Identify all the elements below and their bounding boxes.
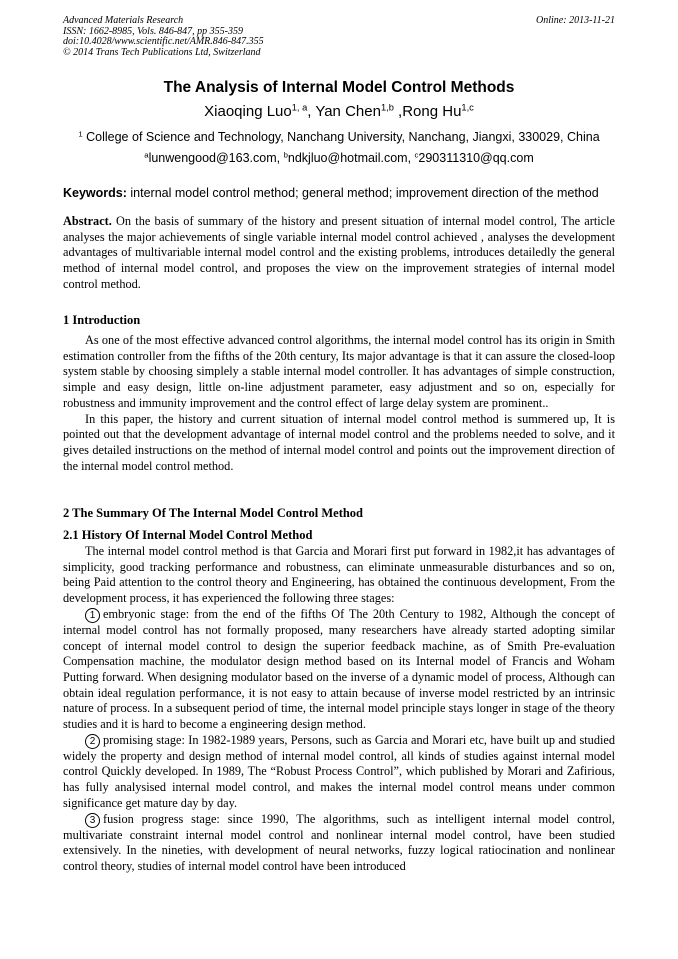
stage-text: promising stage: In 1982-1989 years, Persons, such as Garcia and Morari etc, have built up and studied widely the property and design method of internal model control, all kinds of studies against internal model control Quickly developed. In 1989, The “Robust Process Control”, which published by Morari and Zafirious, has fully analysised internal model control, and makes the internal model control means under common significance get mature day by day. bbox=[63, 732, 615, 810]
email-list bbox=[0, 151, 678, 165]
email-address[interactable]: lunwengood@163.com bbox=[148, 151, 277, 165]
author-separator: , bbox=[307, 103, 316, 120]
abstract-text: On the basis of summary of the history and present situation of internal model control, The article analyses the major achievements of single variable internal model control achieved , analyses the development advantages of multivariable internal model control and the existing problems, introduces detailedly the general method of internal model control, and proposes the view on the improvement strategies of internal model control method. bbox=[63, 214, 615, 291]
stage-item bbox=[63, 607, 615, 733]
stage-text: fusion progress stage: since 1990, The algorithms, such as intelligent internal model control, multivariate constraint internal model control and nonlinear internal model control, have been studied extensively. In the nineties, with development of neural networks, fuzzy logical ratiocination and nonlinear control theory, studies of internal model control have been introduced bbox=[63, 811, 615, 873]
stage-number: 2 bbox=[85, 734, 100, 749]
abstract bbox=[63, 214, 615, 293]
paragraph: As one of the most effective advanced control algorithms, the internal model control has its origin in Smith estimation controller from the fifths of the 20th century, Its major advantage is that it can assure the closed-loop system stable by choosing simplely a stable internal model controller. It has advantages of simple construction, simple and easy design, little on-line adjustment parameter, easy adjustment and so on, especially for robustness and immunity improvement and the control effect of large delay system are prominent.. bbox=[63, 333, 615, 410]
section-2-heading: 2 The Summary Of The Internal Model Control Method bbox=[63, 506, 364, 520]
doi-line: doi:10.4028/www.scientific.net/AMR.846-847.355 bbox=[63, 36, 264, 48]
email-separator: , bbox=[276, 151, 284, 165]
online-date: Online: 2013-11-21 bbox=[536, 15, 615, 26]
author-name: Xiaoqing Luo bbox=[204, 103, 292, 120]
journal-name: Advanced Materials Research bbox=[63, 15, 184, 26]
author-list bbox=[0, 103, 678, 120]
stage-number: 1 bbox=[85, 608, 100, 623]
keywords-label: Keywords: bbox=[63, 186, 127, 200]
affiliation-text: College of Science and Technology, Nanchang University, Nanchang, Jiangxi, 330029, China bbox=[86, 130, 600, 144]
author-name: Rong Hu bbox=[402, 103, 462, 120]
author-name: Yan Chen bbox=[315, 103, 381, 120]
affiliation-mark: 1 bbox=[78, 129, 83, 139]
subsection-2-1-heading: 2.1 History Of Internal Model Control Method bbox=[63, 528, 313, 542]
copyright-line: © 2014 Trans Tech Publications Ltd, Switzerland bbox=[63, 46, 261, 58]
issn-line: ISSN: 1662-8985, Vols. 846-847, pp 355-359 bbox=[63, 25, 243, 37]
email-address[interactable]: 290311310@qq.com bbox=[418, 151, 534, 165]
keywords-text: internal model control method; general method; improvement direction of the method bbox=[130, 186, 599, 200]
author-affil-mark: 1,c bbox=[461, 102, 474, 113]
section-2-body bbox=[63, 544, 615, 875]
email-separator: , bbox=[407, 151, 415, 165]
author-affil-mark: 1, a bbox=[291, 102, 308, 113]
affiliation bbox=[0, 130, 678, 144]
keywords bbox=[63, 186, 615, 200]
journal-header bbox=[63, 16, 615, 58]
stage-item bbox=[63, 733, 615, 812]
stage-number: 3 bbox=[85, 813, 100, 828]
email-mark: c bbox=[414, 150, 419, 160]
stage-item bbox=[63, 812, 615, 875]
author-separator: , bbox=[393, 103, 403, 120]
email-mark: b bbox=[283, 150, 288, 160]
abstract-label: Abstract. bbox=[63, 214, 112, 228]
email-mark: a bbox=[144, 150, 149, 160]
paper-title: The Analysis of Internal Model Control Methods bbox=[163, 79, 515, 96]
email-address[interactable]: ndkjluo@hotmail.com bbox=[287, 151, 408, 165]
section-1-body bbox=[63, 333, 615, 474]
paragraph: The internal model control method is that Garcia and Morari first put forward in 1982,it has advantages of simplicity, good tracking performance and robustness, can eliminate unmeasurable disturbances and so on, being Paid attention to the control theory and Engineering, has obtained the continuous development, From the development process, it has experienced the following three stages: bbox=[63, 544, 615, 606]
paragraph: In this paper, the history and current situation of internal model control method is summered up, It is pointed out that the development advantage of internal model control and the problems needed to solve, and it gives detailed instructions on the method of internal model control and points out the improvement direction of the internal model control method. bbox=[63, 411, 615, 473]
stage-text: embryonic stage: from the end of the fifths Of The 20th Century to 1982, Although the concept of internal model control has not formally proposed, many researchers have already started adopting similar concept of internal model control to design the superior feedback machine, as of Smith Pre-evaluation Compensation machine, the modulator design method based on its Internal model of Francis and Woham Putting forward. When designing modulator based on the inverse of a dynamic model of process, Although can obtain ideal regulation performance, it is not easy to attain because of inverse model restricted by an intrinsic nature of process. In a subsequent period of time, the internal model principle stays longer in stage of the theory studies and it is hard to become a engineering design method. bbox=[63, 606, 615, 732]
author-affil-mark: 1,b bbox=[380, 102, 394, 113]
section-1-heading: 1 Introduction bbox=[63, 313, 141, 327]
